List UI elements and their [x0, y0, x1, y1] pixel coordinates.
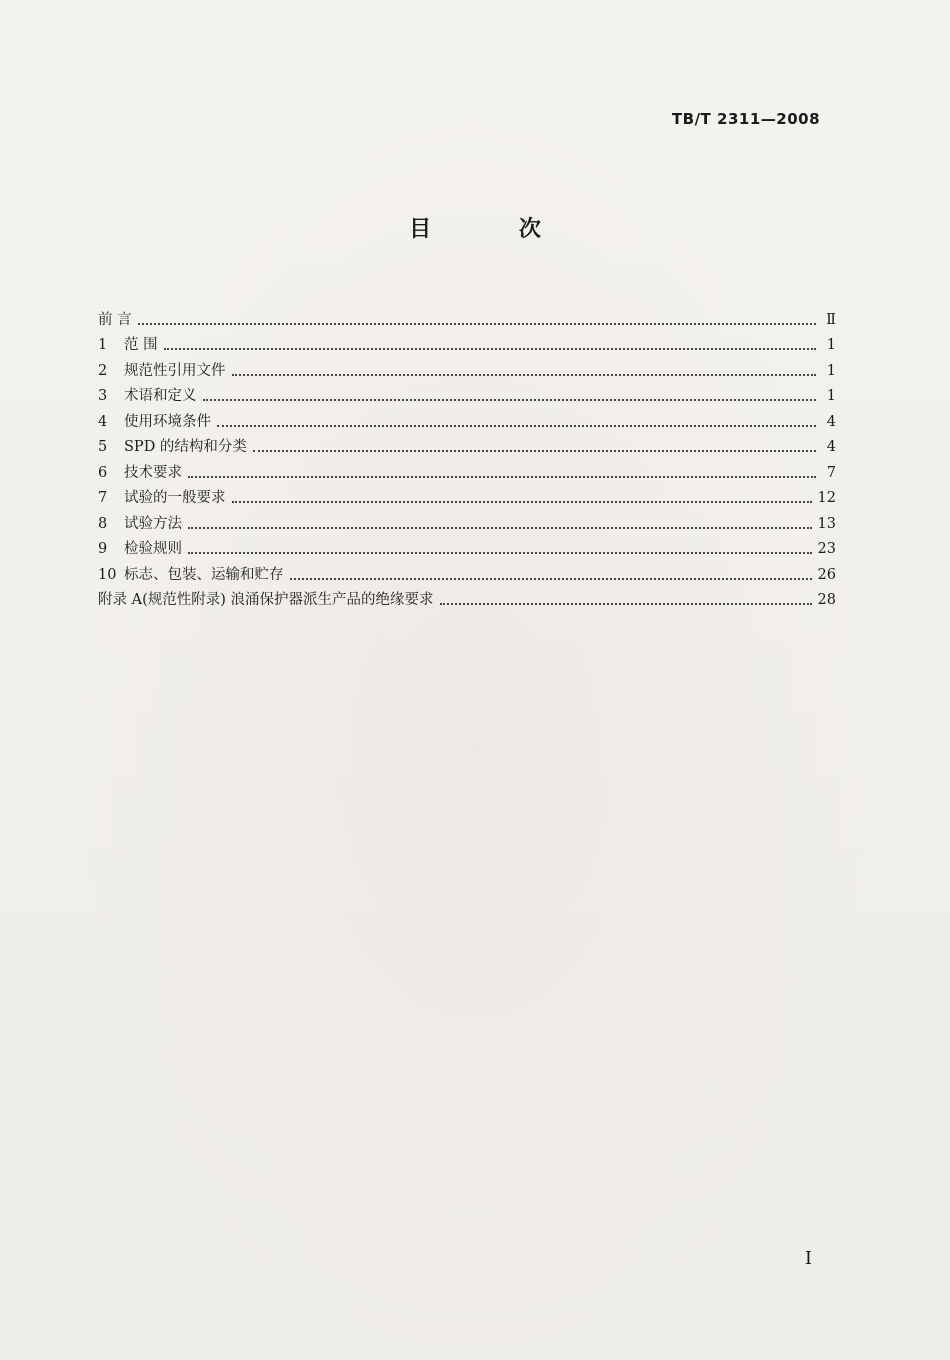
- toc-entry[interactable]: [98, 304, 836, 330]
- toc-entry-page: 1: [826, 362, 836, 379]
- toc-entry-number: 1: [98, 337, 108, 353]
- toc-leader-dots: [188, 527, 812, 529]
- toc-entry-page: 28: [817, 592, 836, 608]
- toc-entry[interactable]: [98, 559, 836, 585]
- toc-entry-number: 10: [98, 566, 117, 583]
- toc-leader-dots: [188, 552, 812, 554]
- toc-entry-page: 12: [817, 490, 836, 506]
- toc-entry-page: 4: [826, 413, 836, 430]
- toc-entry-number: 5: [98, 439, 108, 455]
- toc-entry[interactable]: [98, 381, 836, 407]
- toc-entry-label: 前 言: [98, 311, 132, 328]
- toc-entry-number: 9: [98, 541, 108, 557]
- toc-entry[interactable]: [98, 457, 836, 483]
- toc-entry-page: 1: [826, 337, 836, 353]
- toc-entry-number: 4: [98, 413, 108, 430]
- toc-entry[interactable]: [98, 585, 836, 611]
- toc-entry-label: 范 围: [124, 337, 158, 353]
- toc-entry[interactable]: [98, 432, 836, 458]
- toc-entry-label: 技术要求: [124, 464, 182, 481]
- toc-entry-label: 标志、包装、运输和贮存: [124, 566, 284, 583]
- toc-entry-page: 4: [826, 439, 836, 455]
- table-of-contents: [98, 304, 836, 610]
- toc-entry-number: 7: [98, 490, 108, 506]
- toc-leader-dots: [138, 323, 816, 325]
- toc-entry-label: 试验方法: [124, 515, 182, 532]
- toc-entry-label: 附录 A(规范性附录) 浪涌保护器派生产品的绝缘要求: [98, 592, 434, 608]
- toc-entry[interactable]: [98, 534, 836, 560]
- toc-entry[interactable]: [98, 508, 836, 534]
- toc-entry-page: 26: [817, 566, 836, 583]
- toc-entry-label: SPD 的结构和分类: [124, 439, 247, 455]
- toc-entry[interactable]: [98, 406, 836, 432]
- toc-entry-label: 使用环境条件: [124, 413, 211, 430]
- toc-entry-page: 23: [817, 541, 836, 557]
- toc-entry[interactable]: [98, 355, 836, 381]
- toc-entry-number: 6: [98, 464, 108, 481]
- toc-leader-dots: [217, 425, 816, 427]
- toc-leader-dots: [188, 476, 816, 478]
- toc-entry[interactable]: [98, 483, 836, 509]
- toc-entry[interactable]: [98, 330, 836, 356]
- toc-leader-dots: [232, 374, 817, 376]
- toc-entry-label: 术语和定义: [124, 388, 197, 404]
- toc-entry-label: 试验的一般要求: [124, 490, 226, 506]
- toc-entry-label: 规范性引用文件: [124, 362, 226, 379]
- toc-leader-dots: [253, 450, 816, 452]
- document-code: TB/T 2311—2008: [671, 110, 820, 128]
- toc-entry-number: 8: [98, 515, 108, 532]
- page-number: I: [804, 1248, 812, 1269]
- toc-title: 目 次: [409, 217, 581, 242]
- toc-entry-page: 7: [826, 464, 836, 481]
- toc-entry-page: 13: [817, 515, 836, 532]
- toc-entry-page: 1: [826, 388, 836, 404]
- toc-leader-dots: [203, 399, 817, 401]
- toc-leader-dots: [232, 501, 812, 503]
- toc-leader-dots: [290, 578, 812, 580]
- toc-leader-dots: [164, 348, 816, 350]
- toc-leader-dots: [440, 603, 812, 605]
- toc-entry-label: 检验规则: [124, 541, 182, 557]
- toc-entry-page: Ⅱ: [826, 311, 836, 328]
- toc-entry-number: 3: [98, 388, 108, 404]
- toc-entry-number: 2: [98, 362, 108, 379]
